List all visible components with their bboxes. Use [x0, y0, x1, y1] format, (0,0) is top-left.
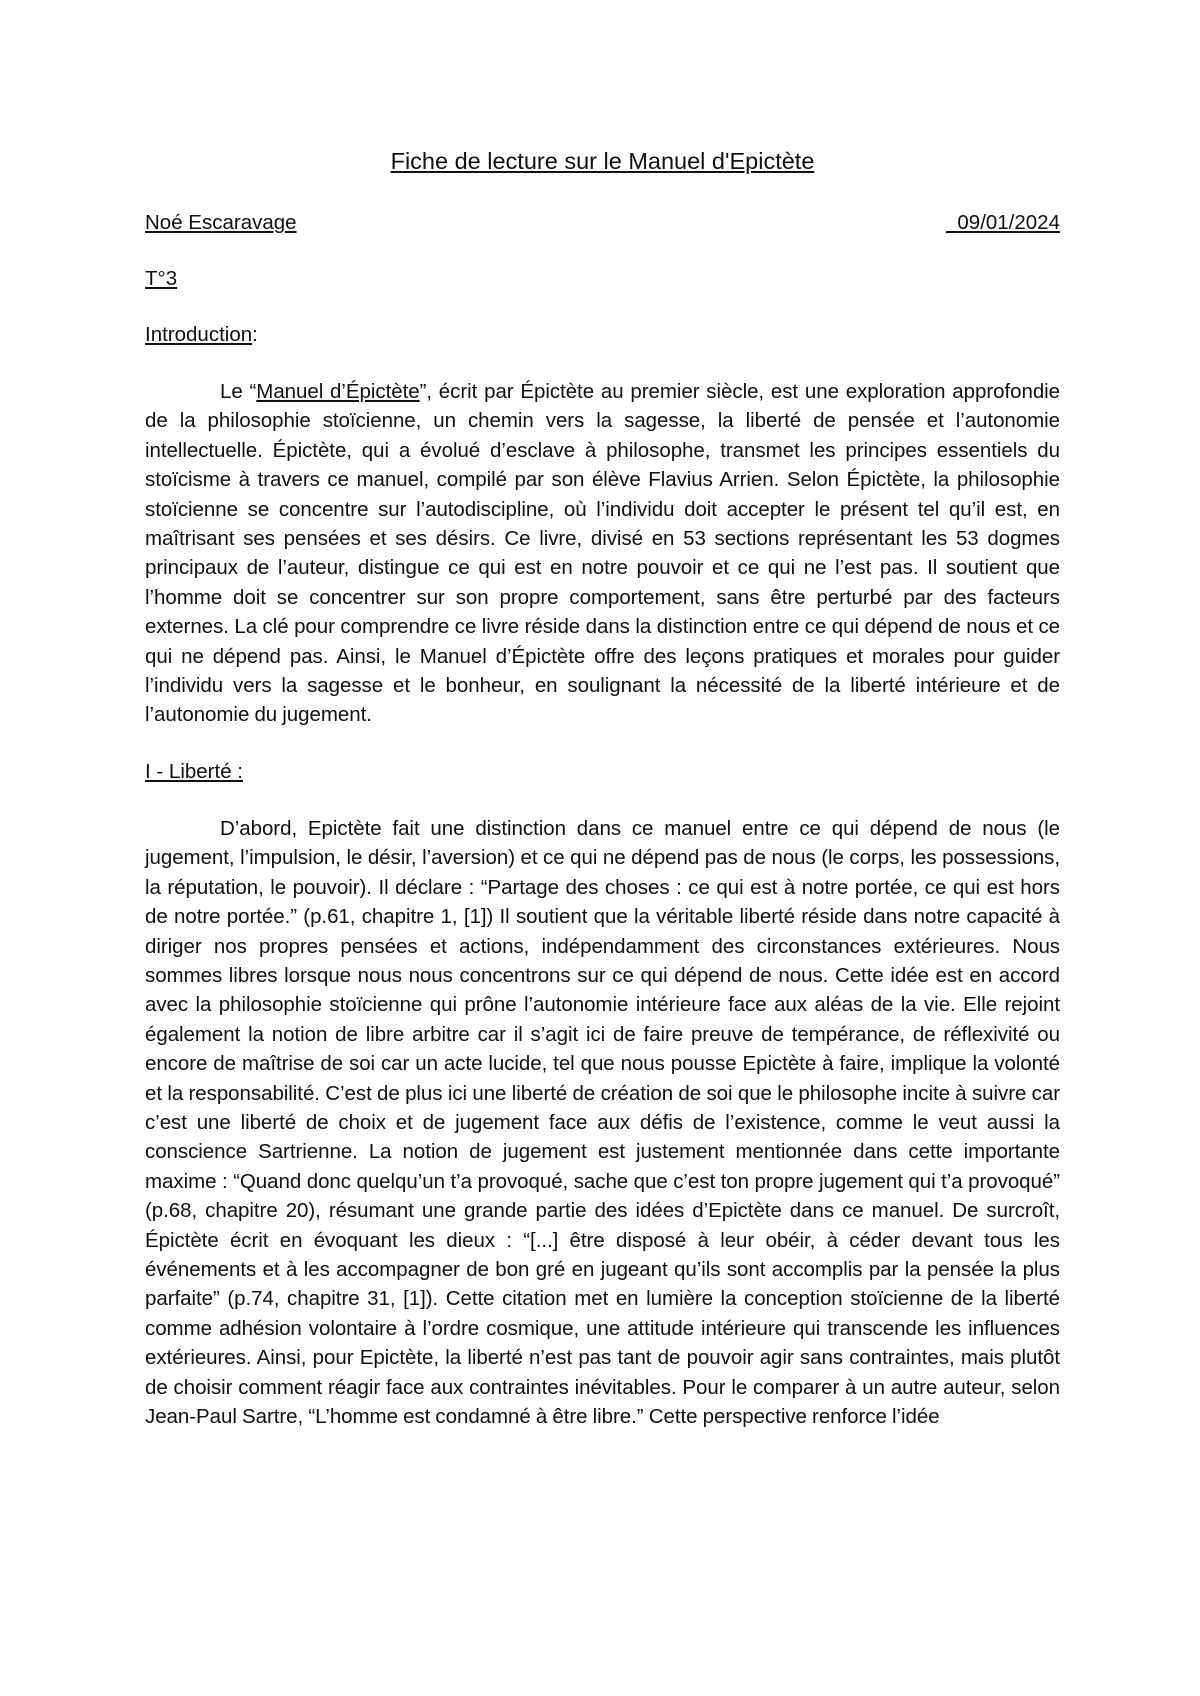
class-label: T°3 [145, 267, 178, 290]
book-title-underlined: Manuel d’Épictète [256, 380, 420, 403]
class-label-row [145, 265, 1060, 293]
intro-prefix: Le “ [220, 380, 257, 403]
introduction-heading-text: Introduction [145, 323, 253, 346]
document-date: _09/01/2024 [945, 211, 1060, 234]
introduction-heading-colon: : [252, 323, 258, 346]
section-1-paragraph: D’abord, Epictète fait une distinction dans ce manuel entre ce qui dépend de nous (le jugement, l’impulsion, le désir, l’aversion) et ce qui ne dépend pas de nous (le corps, les possessions, la réputation, le pouvoir). Il déclare : “Partage des choses : ce qui est à notre portée, ce qui est hors de notre portée.” (p.61, chapitre 1, [1]) Il soutient que la véritable liberté réside dans notre capacité à diriger nos propres pensées et actions, indépendamment des circonstances extérieures. Nous sommes libres lorsque nous nous concentrons sur ce qui dépend de nous. Cette idée est en accord avec la philosophie stoïcienne qui prône l’autonomie intérieure face aux aléas de la vie. Elle rejoint également la notion de libre arbitre car il s’agit ici de faire preuve de tempérance, de réflexivité ou encore de maîtrise de soi car un acte lucide, tel que nous pousse Epictète à faire, implique la volonté et la responsabilité. C’est de plus ici une liberté de création de soi que le philosophe incite à suivre car c’est une liberté de choix et de jugement face aux défis de l’existence, comme le veut aussi la conscience Sartrienne. La notion de jugement est justement mentionnée dans cette importante maxime : “Quand donc quelqu’un t’a provoqué, sache que c’est ton propre jugement qui t’a provoqué” (p.68, chapitre 20), résumant une grande partie des idées d’Epictète dans ce manuel. De surcroît, Épictète écrit en évoquant les dieux : “[...] être disposé à leur obéir, à céder devant tous les événements et à les accompagner de bon gré en jugeant qu’ils sont accomplis par la pensée la plus parfaite” (p.74, chapitre 31, [1]). Cette citation met en lumière la conception stoïcienne de la liberté comme adhésion volontaire à l’ordre cosmique, une attitude intérieure qui transcende les influences extérieures. Ainsi, pour Epictète, la liberté n’est pas tant de pouvoir agir sans contraintes, mais plutôt de choisir comment réagir face aux contraintes inévitables. Pour le comparer à un autre auteur, selon Jean-Paul Sartre, “L’homme est condamné à être libre.” Cette perspective renforce l’idée [145, 816, 1060, 1428]
section-1-heading-text: I - Liberté : [145, 759, 243, 783]
section-1-heading [145, 758, 1060, 786]
introduction-paragraph [145, 377, 1060, 730]
introduction-heading [145, 321, 1060, 349]
document-title: Fiche de lecture sur le Manuel d'Epictète [390, 148, 815, 174]
author-date-row [145, 209, 1060, 237]
author-name: Noé Escaravage [145, 211, 297, 234]
document-page [145, 145, 1060, 1459]
intro-body: ”, écrit par Épictète au premier siècle, est une exploration approfondie de la philosophie stoïcienne, un chemin vers la sagesse, la liberté de pensée et l’autonomie intellectuelle. Épictète, qui a évolué d’esclave à philosophe, transmet les principes essentiels du stoïcisme à travers ce manuel, compilé par son élève Flavius Arrien. Selon Épictète, la philosophie stoïcienne se concentre sur l’autodiscipline, où l’individu doit accepter le présent tel qu’il est, en maîtrisant ses pensées et ses désirs. Ce livre, divisé en 53 sections représentant les 53 dogmes principaux de l’auteur, distingue ce qui est en notre pouvoir et ce qui ne l’est pas. Il soutient que l’homme doit se concentrer sur son propre comportement, sans être perturbé par des facteurs externes. La clé pour comprendre ce livre réside dans la distinction entre ce qui dépend de nous et ce qui ne dépend pas. Ainsi, le Manuel d’Épictète offre des leçons pratiques et morales pour guider l’individu vers la sagesse et le bonheur, en soulignant la nécessité de la liberté intérieure et de l’autonomie du jugement. [145, 380, 1061, 727]
